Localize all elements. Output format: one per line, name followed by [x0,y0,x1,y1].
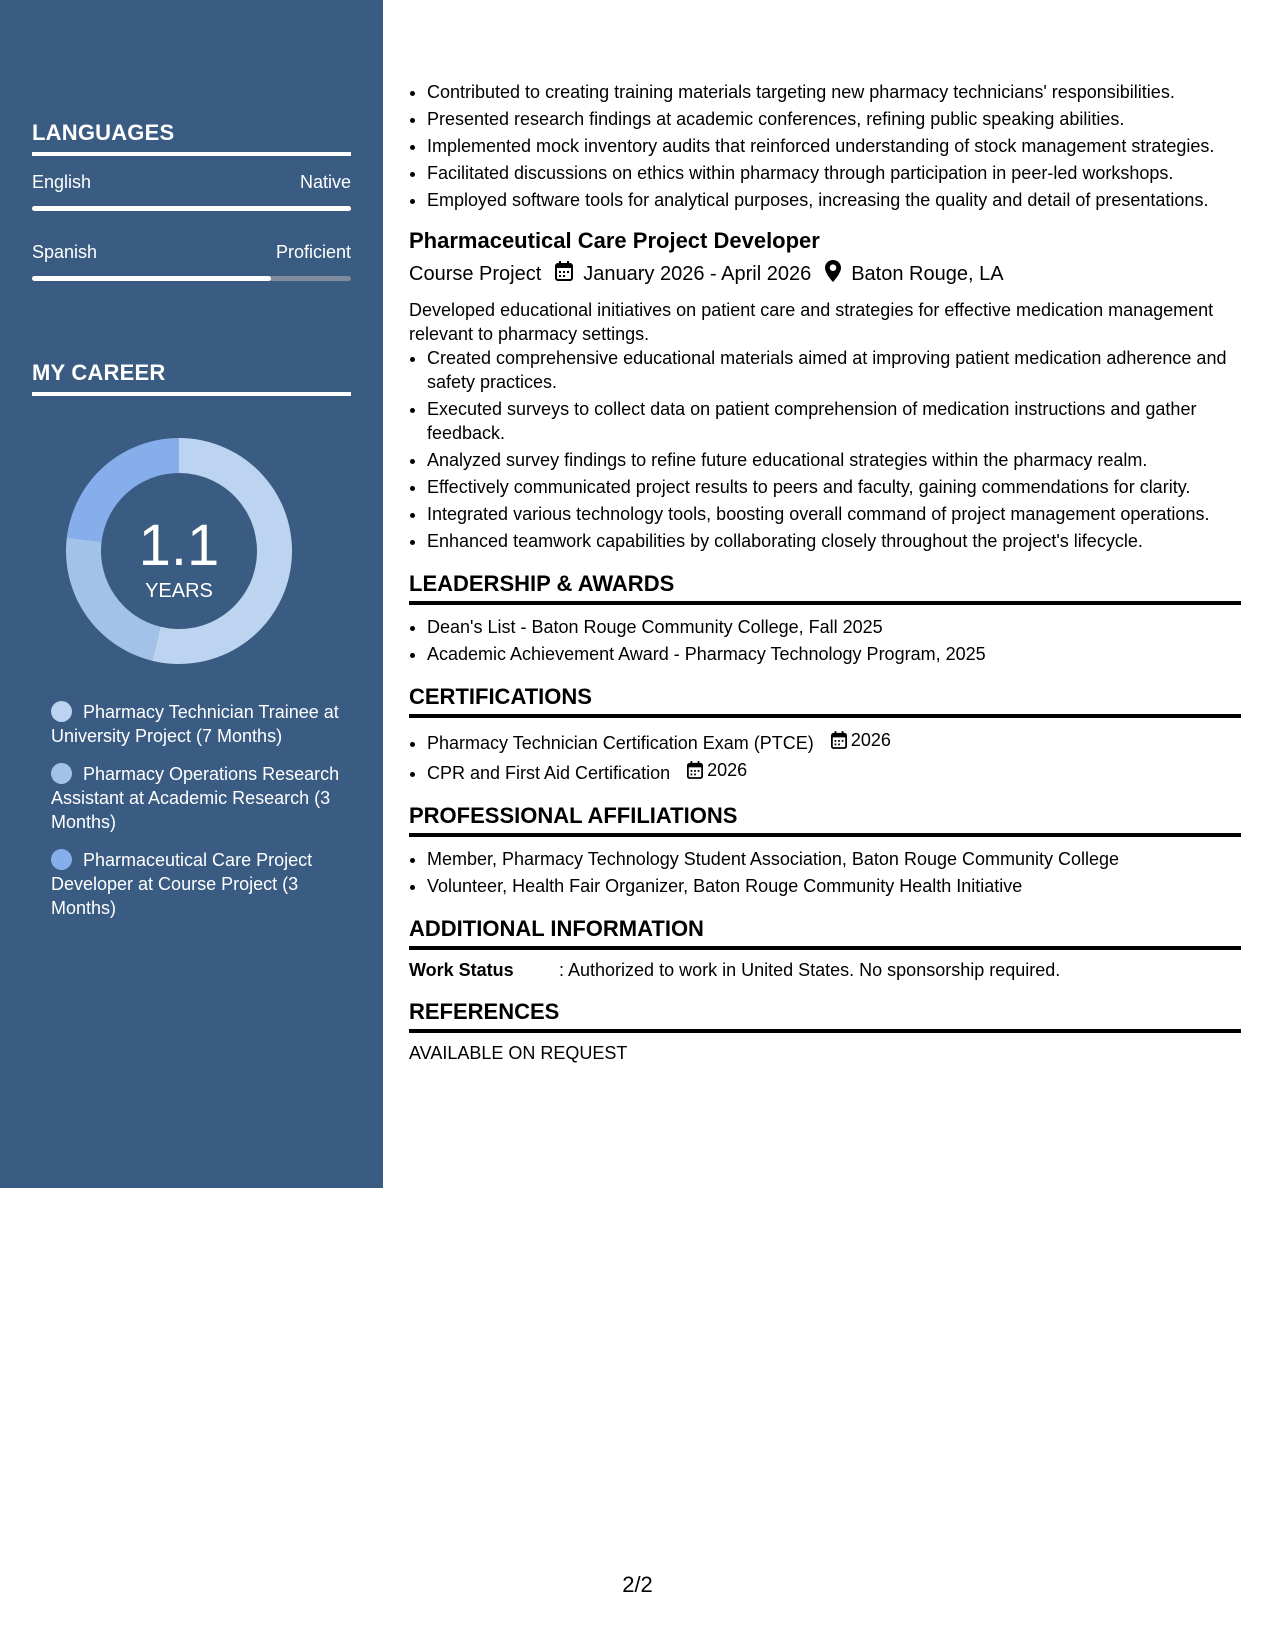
bullet-item: • Employed software tools for analytical purposes, increasing the quality and detail of presentations. [427,188,1241,212]
certifications-heading: CERTIFICATIONS [409,684,1241,718]
language-proficiency-bar [32,276,351,281]
career-heading: MY CAREER [32,360,351,396]
career-total-value: 1.1 [138,513,220,578]
language-proficiency-fill [32,206,351,211]
career-legend-item [51,848,341,920]
calendar-icon [555,261,573,287]
calendar-icon [687,761,703,779]
page-number: 2/2 [622,1572,653,1597]
work-status-label: Work Status [409,960,514,980]
bullet-item: • Analyzed survey findings to refine future educational strategies within the pharmacy realm. [427,448,1241,472]
leadership-list [409,615,1241,666]
certification-date [687,758,747,782]
language-name: English [32,172,92,192]
career-section [32,360,351,396]
legend-dot-icon [51,763,72,784]
project-title: Pharmaceutical Care Project Developer [409,228,820,253]
career-donut-chart [66,438,292,664]
language-row [32,156,351,226]
career-legend [51,700,341,934]
award-item: • Dean's List - Baton Rouge Community College, Fall 2025 [427,615,1241,639]
language-name: Spanish [32,242,98,262]
project-meta [409,260,1241,288]
work-status-value: : Authorized to work in United States. No sponsorship required. [559,960,1061,980]
bullet-item: • Presented research findings at academic conferences, refining public speaking abilities. [427,107,1241,131]
bullet-item: • Contributed to creating training materials targeting new pharmacy technicians' responsibilities. [427,80,1241,104]
affiliation-item: • Volunteer, Health Fair Organizer, Baton Rouge Community Health Initiative [427,874,1241,898]
career-legend-text: Pharmacy Operations Research Assistant at Academic Research (3 Months) [51,764,340,832]
award-item: • Academic Achievement Award - Pharmacy Technology Program, 2025 [427,642,1241,666]
project-org: Course Project [409,262,542,285]
references-heading: REFERENCES [409,999,1241,1033]
language-proficiency-bar [32,206,351,211]
affiliations-list [409,847,1241,898]
certification-year: 2026 [850,730,891,750]
additional-info-heading: ADDITIONAL INFORMATION [409,916,1241,950]
calendar-icon [831,731,847,749]
previous-role-bullets [409,80,1241,212]
references-text: AVAILABLE ON REQUEST [409,1043,628,1063]
bullet-item: • Executed surveys to collect data on patient comprehension of medication instructions and gather feedback. [427,397,1241,445]
affiliation-item: • Member, Pharmacy Technology Student Association, Baton Rouge Community College [427,847,1241,871]
project-location: Baton Rouge, LA [851,262,1004,285]
certification-name: Pharmacy Technician Certification Exam (PTCE) [427,733,814,753]
certification-name: CPR and First Aid Certification [427,763,671,783]
languages-heading: LANGUAGES [32,120,351,156]
location-pin-icon [825,260,841,288]
language-level: Native [299,172,351,192]
bullet-item: • Enhanced teamwork capabilities by collaborating closely throughout the project's lifecycle. [427,529,1241,553]
leadership-heading: LEADERSHIP & AWARDS [409,571,1241,605]
legend-dot-icon [51,849,72,870]
career-legend-text: Pharmacy Technician Trainee at University Project (7 Months) [51,702,339,746]
languages-section [32,120,351,296]
language-row [32,226,351,296]
certification-date [831,728,891,752]
career-legend-text: Pharmaceutical Care Project Developer at Course Project (3 Months) [51,850,313,918]
career-total-unit: YEARS [145,580,213,602]
bullet-item: • Implemented mock inventory audits that reinforced understanding of stock management strategies. [427,134,1241,158]
main-content [409,80,1241,1064]
certification-item [427,758,1241,785]
certifications-list [409,728,1241,785]
bullet-item: • Effectively communicated project results to peers and faculty, gaining commendations for clarity. [427,475,1241,499]
project-bullets [409,346,1241,553]
affiliations-heading: PROFESSIONAL AFFILIATIONS [409,803,1241,837]
certification-year: 2026 [707,760,748,780]
language-level: Proficient [275,242,351,262]
certification-item [427,728,1241,755]
legend-dot-icon [51,701,72,722]
sidebar [0,0,383,1188]
career-legend-item [51,762,341,834]
career-legend-item [51,700,341,748]
bullet-item: • Facilitated discussions on ethics within pharmacy through participation in peer-led workshops. [427,161,1241,185]
work-status-row [409,960,1241,981]
language-proficiency-fill [32,276,271,281]
bullet-item: • Created comprehensive educational materials aimed at improving patient medication adherence and safety practices. [427,346,1241,394]
bullet-item: • Integrated various technology tools, boosting overall command of project management operations. [427,502,1241,526]
project-description: Developed educational initiatives on patient care and strategies for effective medication management relevant to pharmacy settings. [409,300,1214,344]
project-dates: January 2026 - April 2026 [583,262,812,285]
